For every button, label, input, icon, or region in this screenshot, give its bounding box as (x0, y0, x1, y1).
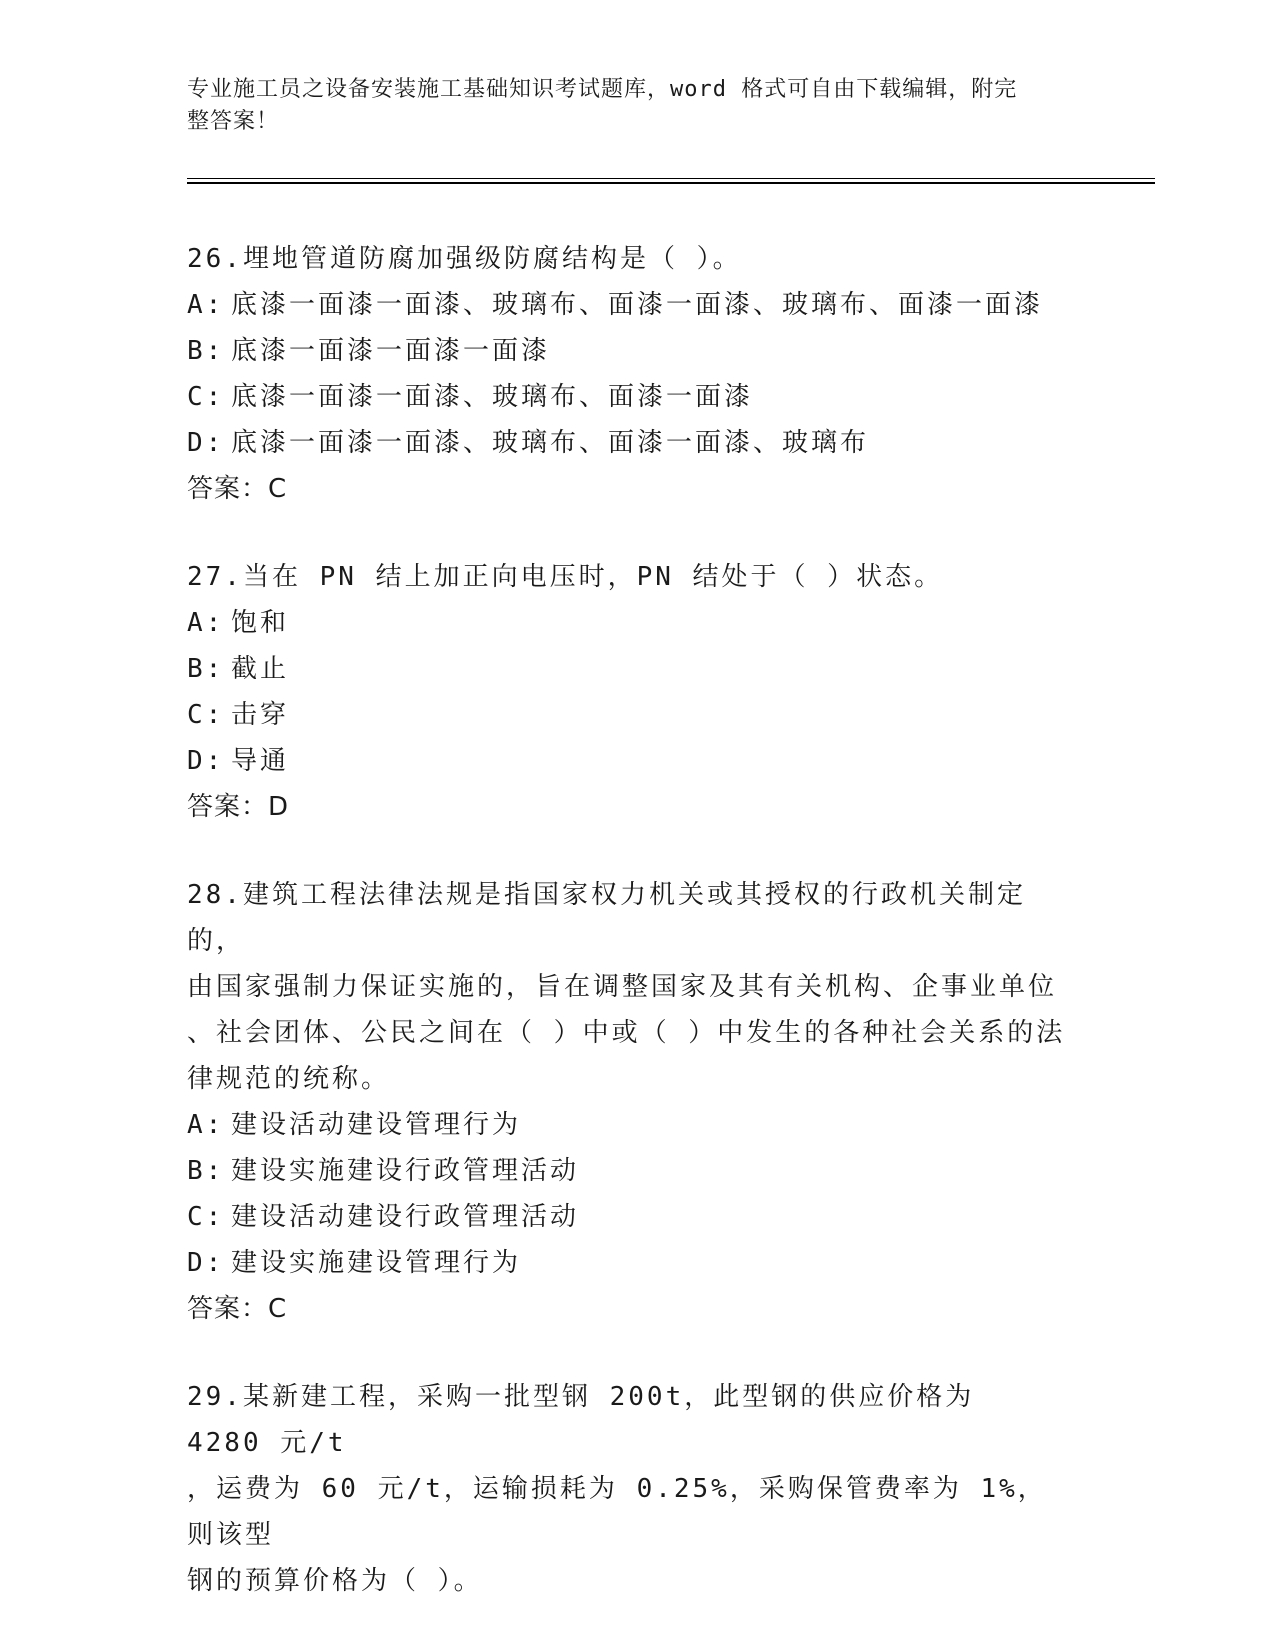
question-stem-line: 钢的预算价格为（ ）。 (187, 1566, 483, 1596)
question-stem: 27.当在 PN 结上加正向电压时，PN 结处于（ ）状态。 (187, 562, 944, 592)
option-key: D: (187, 1248, 225, 1278)
option-b (187, 646, 1067, 692)
option-a (187, 600, 1067, 646)
option-key: A: (187, 290, 225, 320)
option-text: 底漆一面漆一面漆、玻璃布、面漆一面漆、玻璃布 (231, 428, 870, 458)
question-29 (187, 1374, 1067, 1604)
option-text: 建设活动建设管理行为 (231, 1110, 522, 1140)
option-d (187, 420, 1067, 466)
header-line-2: 整答案！ (187, 109, 280, 134)
option-key: C: (187, 1202, 225, 1232)
option-text: 建设活动建设行政管理活动 (231, 1202, 580, 1232)
option-key: B: (187, 1156, 225, 1186)
option-d (187, 738, 1067, 784)
question-stem-line: 律规范的统称。 (187, 1064, 391, 1094)
question-stem-line: 29.某新建工程，采购一批型钢 200t，此型钢的供应价格为 4280 元/t (187, 1382, 993, 1458)
header-line-1: 专业施工员之设备安装施工基础知识考试题库，word 格式可自由下载编辑，附完 (187, 77, 1018, 102)
option-c (187, 692, 1067, 738)
question-stem: 26.埋地管道防腐加强级防腐结构是（ ）。 (187, 244, 742, 274)
option-key: A: (187, 608, 225, 638)
option-key: D: (187, 746, 225, 776)
answer-line: 答案：C (187, 474, 288, 504)
option-a (187, 282, 1067, 328)
option-key: C: (187, 382, 225, 412)
document-header (187, 74, 1067, 138)
option-text: 截止 (231, 654, 290, 684)
option-key: C: (187, 700, 225, 730)
option-text: 饱和 (231, 608, 290, 638)
option-key: D: (187, 428, 225, 458)
question-stem-line: 28.建筑工程法律法规是指国家权力机关或其授权的行政机关制定的， (187, 880, 1026, 956)
option-text: 建设实施建设行政管理活动 (231, 1156, 580, 1186)
question-26 (187, 236, 1067, 512)
answer-line: 答案：C (187, 1294, 288, 1324)
option-text: 底漆一面漆一面漆、玻璃布、面漆一面漆 (231, 382, 754, 412)
header-divider-thin (187, 178, 1155, 179)
option-b (187, 328, 1067, 374)
option-text: 建设实施建设管理行为 (231, 1248, 522, 1278)
option-text: 击穿 (231, 700, 290, 730)
question-stem-line: ，运费为 60 元/t，运输损耗为 0.25%，采购保管费率为 1%，则该型 (187, 1474, 1047, 1550)
option-d (187, 1240, 1067, 1286)
option-c (187, 374, 1067, 420)
question-stem-line: 由国家强制力保证实施的，旨在调整国家及其有关机构、企事业单位 (187, 972, 1058, 1002)
question-stem-line: 、社会团体、公民之间在（ ）中或（ ）中发生的各种社会关系的法 (187, 1018, 1066, 1048)
question-28 (187, 872, 1067, 1332)
question-list (187, 236, 1067, 1646)
option-text: 导通 (231, 746, 290, 776)
option-text: 底漆一面漆一面漆、玻璃布、面漆一面漆、玻璃布、面漆一面漆 (231, 290, 1044, 320)
question-27 (187, 554, 1067, 830)
option-c (187, 1194, 1067, 1240)
option-key: B: (187, 336, 225, 366)
option-a (187, 1102, 1067, 1148)
answer-line: 答案：D (187, 792, 290, 822)
option-key: B: (187, 654, 225, 684)
header-divider-thick (187, 182, 1155, 184)
option-key: A: (187, 1110, 225, 1140)
option-text: 底漆一面漆一面漆一面漆 (231, 336, 551, 366)
option-b (187, 1148, 1067, 1194)
